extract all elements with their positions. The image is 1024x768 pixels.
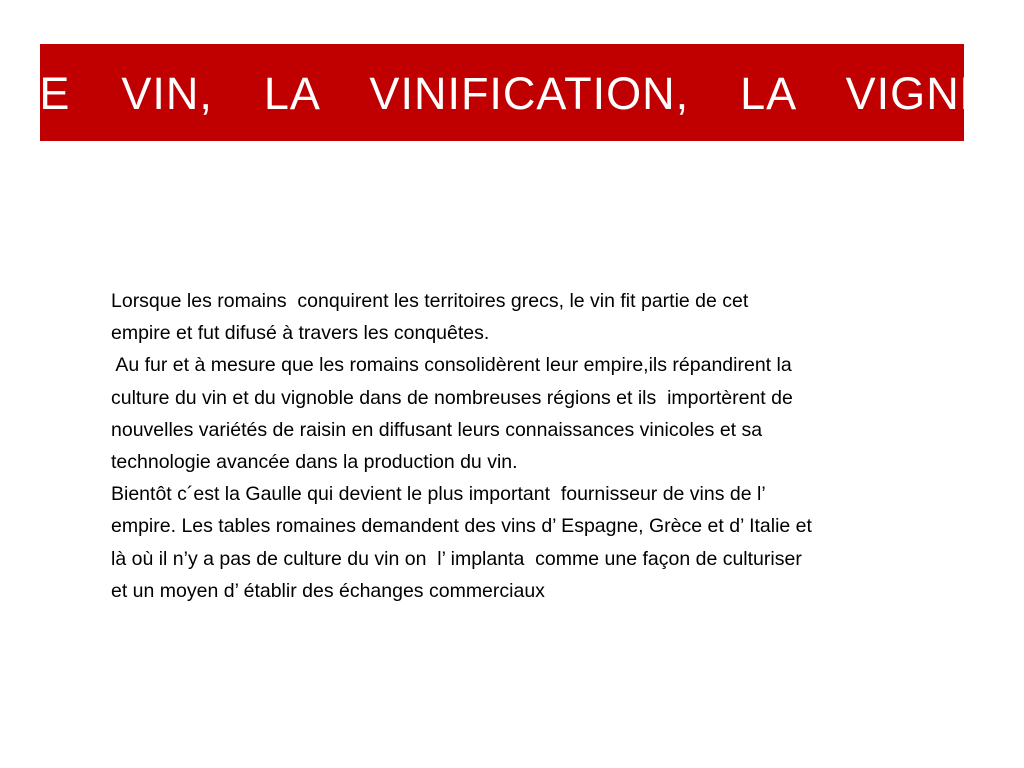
body-line-4: culture du vin et du vignoble dans de nombreuses régions et ils importèrent de xyxy=(111,386,793,409)
slide-title: LE VIN, LA VINIFICATION, LA VIGNE xyxy=(13,67,991,119)
body-line-9: là où il n’y a pas de culture du vin on l’ implanta comme une façon de culturiser xyxy=(111,547,802,570)
body-line-5: nouvelles variétés de raisin en diffusant leurs connaissances vinicoles et sa xyxy=(111,418,763,441)
body-line-6: technologie avancée dans la production du vin. xyxy=(111,451,518,474)
body-text xyxy=(111,285,956,607)
body-line-2: empire et fut difusé à travers les conquêtes. xyxy=(111,322,490,345)
body-line-7: Bientôt c´est la Gaulle qui devient le plus important fournisseur de vins de l’ xyxy=(111,483,766,506)
title-bar xyxy=(13,44,991,141)
body-line-8: empire. Les tables romaines demandent des vins d’ Espagne, Grèce et d’ Italie et xyxy=(111,515,812,538)
body-line-10: et un moyen d’ établir des échanges commerciaux xyxy=(111,579,545,602)
body-line-3: Au fur et à mesure que les romains consolidèrent leur empire,ils répandirent la xyxy=(111,354,792,377)
body-line-1: Lorsque les romains conquirent les territoires grecs, le vin fit partie de cet xyxy=(111,290,749,312)
